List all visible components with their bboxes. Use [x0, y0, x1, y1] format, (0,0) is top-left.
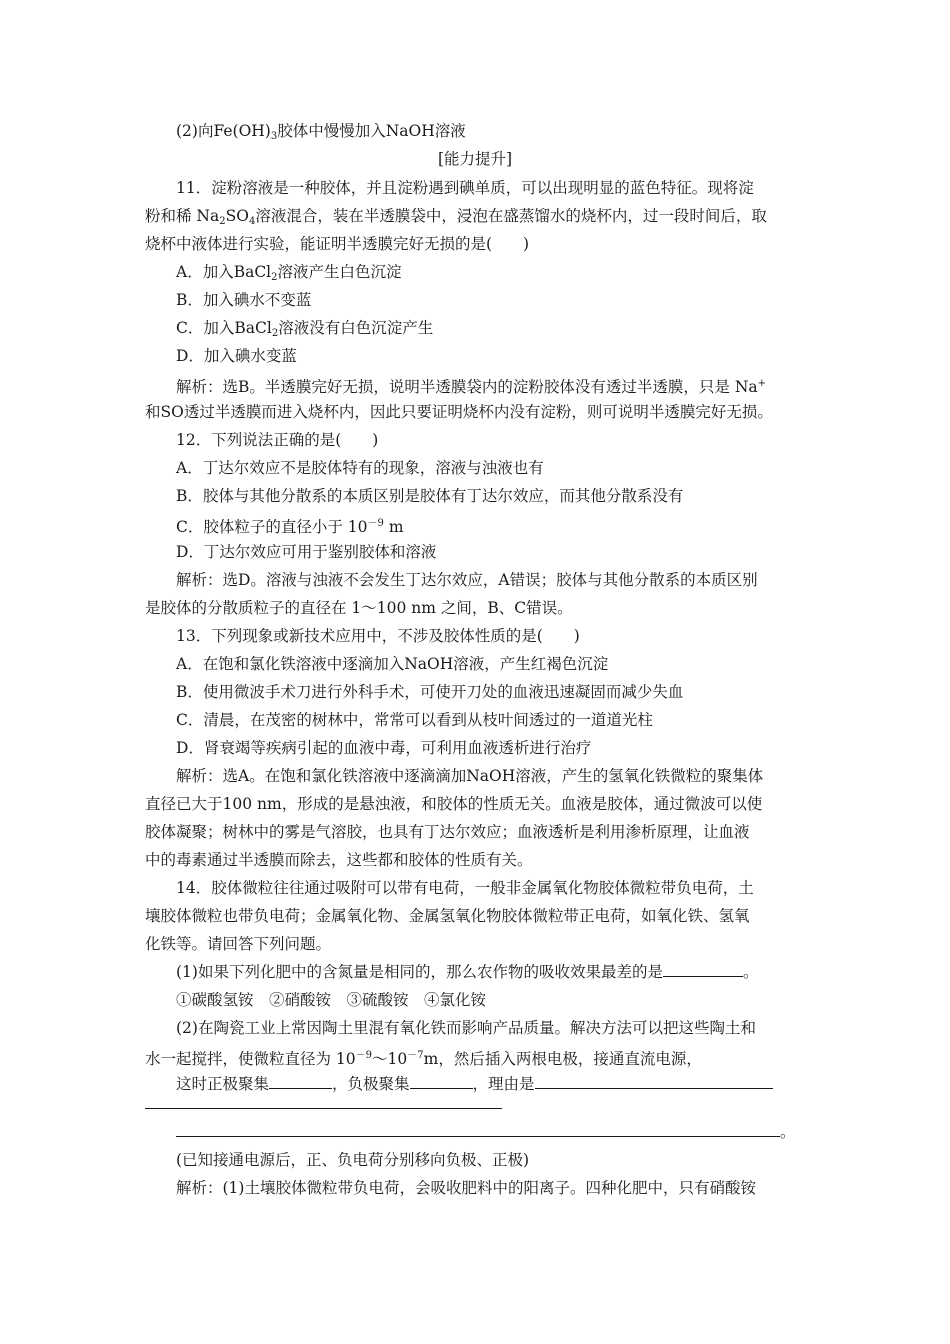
text: m，然后插入两根电极，接通直流电源， — [423, 1050, 702, 1068]
text: ，负极聚集 — [332, 1075, 410, 1093]
text: 溶液混合，装在半透膜袋中，浸泡在盛蒸馏水的烧杯内，过一段时间后，取 — [255, 207, 767, 225]
answer-blank[interactable] — [535, 1074, 773, 1089]
subscript: 3 — [270, 131, 278, 142]
q10-part2-line — [176, 121, 466, 147]
q11-option-a — [176, 262, 402, 288]
q12-analysis-line1: 解析：选D。溶液与浊液不会发生丁达尔效应，A错误；胶体与其他分散系的本质区别 — [176, 571, 758, 589]
q14-stem-line2: 壤胶体微粒也带负电荷；金属氧化物、金属氢氧化物胶体微粒带正电荷，如氧化铁、氢氧 — [145, 907, 750, 925]
q13-option-c: C．清晨，在茂密的树林中，常常可以看到从枝叶间透过的一道道光柱 — [176, 711, 653, 729]
text: C．加入BaCl — [176, 319, 272, 337]
subscript: 2 — [271, 328, 279, 339]
q14-sub1-options: ①碳酸氢铵 ②硝酸铵 ③硫酸铵 ④氯化铵 — [176, 991, 487, 1009]
text: 。 — [742, 963, 759, 981]
text: SO — [225, 207, 249, 225]
subscript: 2 — [271, 272, 278, 283]
subscript: 2 — [219, 216, 226, 227]
superscript: －9 — [355, 1050, 373, 1061]
answer-blank[interactable] — [269, 1074, 332, 1089]
subscript: 4 — [248, 216, 256, 227]
text: 水一起搅拌，使微粒直径为 10 — [145, 1050, 356, 1068]
q12-option-b: B．胶体与其他分散系的本质区别是胶体有丁达尔效应，而其他分散系没有 — [176, 487, 684, 505]
q12-option-a: A．丁达尔效应不是胶体特有的现象，溶液与浊液也有 — [176, 459, 544, 477]
answer-blank[interactable] — [176, 1122, 780, 1137]
q11-option-b: B．加入碘水不变蓝 — [176, 291, 312, 309]
q14-stem-line1: 14．胶体微粒往往通过吸附可以带有电荷，一般非金属氧化物胶体微粒带负电荷，土 — [176, 879, 754, 897]
text: m — [383, 518, 404, 536]
text: C．胶体粒子的直径小于 10 — [176, 518, 368, 536]
q13-stem: 13．下列现象或新技术应用中，不涉及胶体性质的是( ) — [176, 627, 580, 645]
q13-analysis-line2: 直径已大于100 nm，形成的是悬浊液，和胶体的性质无关。血液是胶体，通过微波可以使 — [145, 795, 763, 813]
answer-blank[interactable] — [145, 1108, 502, 1109]
text: (1)如果下列化肥中的含氮量是相同的，那么农作物的吸收效果最差的是 — [176, 963, 663, 981]
q12-analysis-line2: 是胶体的分散质粒子的直径在 1～100 nm 之间，B、C错误。 — [145, 599, 573, 617]
q14-sub2-line1: (2)在陶瓷工业上常因陶土里混有氧化铁而影响产品质量。解决方法可以把这些陶土和 — [176, 1019, 756, 1037]
q14-sub1-line — [176, 962, 758, 982]
q12-option-c — [176, 514, 404, 537]
text: 粉和稀 Na — [145, 207, 220, 225]
text: ，理由是 — [472, 1075, 535, 1093]
q13-analysis-line1: 解析：选A。在饱和氯化铁溶液中逐滴滴加NaOH溶液，产生的氢氧化铁微粒的聚集体 — [176, 767, 764, 785]
q14-sub2-line3 — [176, 1074, 773, 1094]
q14-sub2-line5 — [176, 1122, 796, 1142]
section-title: [能力提升] — [437, 150, 513, 168]
q11-analysis-line1 — [176, 374, 766, 397]
text: ～10 — [372, 1050, 408, 1068]
q12-stem: 12．下列说法正确的是( ) — [176, 431, 379, 449]
q11-stem-line1: 11．淀粉溶液是一种胶体，并且淀粉遇到碘单质，可以出现明显的蓝色特征。现将淀 — [176, 179, 754, 197]
superscript: －9 — [367, 518, 384, 529]
answer-blank[interactable] — [410, 1074, 473, 1089]
q13-analysis-line3: 胶体凝聚；树林中的雾是气溶胶，也具有丁达尔效应；血液透析是利用渗析原理，让血液 — [145, 823, 750, 841]
superscript: －7 — [407, 1050, 424, 1061]
q14-note: (已知接通电源后，正、负电荷分别移向负极、正极) — [176, 1151, 530, 1169]
q13-option-b: B．使用微波手术刀进行外科手术，可使开刀处的血液迅速凝固而减少失血 — [176, 683, 684, 701]
answer-blank[interactable] — [663, 962, 743, 977]
q12-option-d: D．丁达尔效应可用于鉴别胶体和溶液 — [176, 543, 437, 561]
q14-stem-line3: 化铁等。请回答下列问题。 — [145, 935, 332, 953]
q13-analysis-line4: 中的毒素通过半透膜而除去，这些都和胶体的性质有关。 — [145, 851, 533, 869]
q11-option-c — [176, 318, 433, 344]
q13-option-d: D．肾衰竭等疾病引起的血液中毒，可利用血液透析进行治疗 — [176, 739, 592, 757]
text: 溶液没有白色沉淀产生 — [278, 319, 434, 337]
text: 解析：选B。半透膜完好无损，说明半透膜袋内的淀粉胶体没有透过半透膜，只是 Na — [176, 378, 758, 396]
text: 溶液产生白色沉淀 — [277, 263, 402, 281]
q13-option-a: A．在饱和氯化铁溶液中逐滴加入NaOH溶液，产生红褐色沉淀 — [176, 655, 609, 673]
q14-sub2-line2 — [145, 1046, 702, 1069]
text: A．加入BaCl — [176, 263, 272, 281]
text: 。 — [780, 1123, 796, 1141]
superscript: + — [757, 378, 767, 389]
q11-analysis-line2: 和SO透过半透膜而进入烧杯内，因此只要证明烧杯内没有淀粉，则可说明半透膜完好无损。 — [145, 403, 773, 421]
text: 胶体中慢慢加入NaOH溶液 — [277, 122, 466, 140]
q11-stem-line2 — [145, 206, 767, 232]
q14-analysis-line1: 解析：(1)土壤胶体微粒带负电荷，会吸收肥料中的阳离子。四种化肥中，只有硝酸铵 — [176, 1179, 756, 1197]
text: (2)向Fe(OH) — [176, 122, 271, 140]
text: 这时正极聚集 — [176, 1075, 270, 1093]
q11-stem-line3: 烧杯中液体进行实验，能证明半透膜完好无损的是( ) — [145, 235, 530, 253]
q11-option-d: D．加入碘水变蓝 — [176, 347, 297, 365]
